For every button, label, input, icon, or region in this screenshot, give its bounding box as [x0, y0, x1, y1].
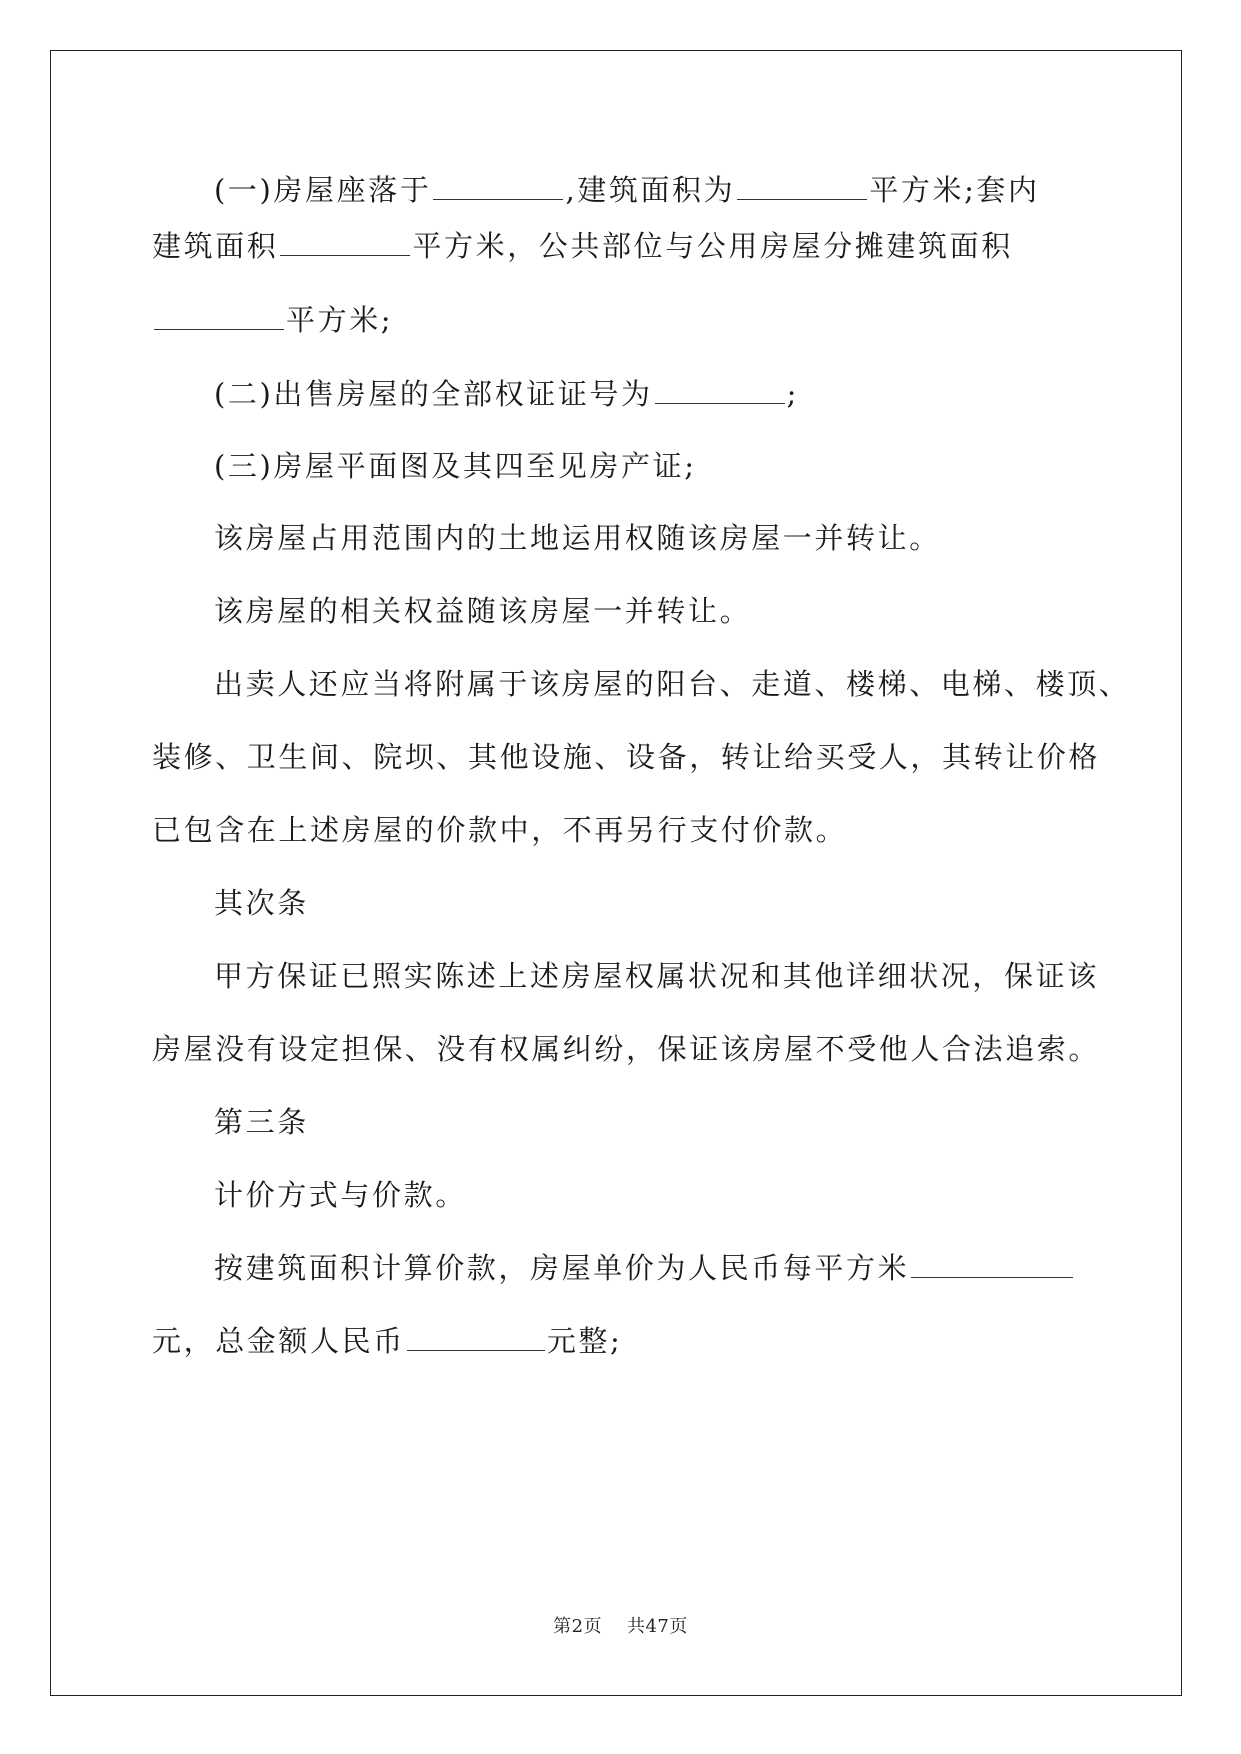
- clause-1-text-c: 平方米;套内: [869, 173, 1040, 207]
- para-fixtures-line-2: [152, 737, 1101, 777]
- total-amount-blank[interactable]: [407, 1322, 545, 1351]
- building-area-blank[interactable]: [737, 171, 867, 200]
- page-border: [50, 50, 1182, 1696]
- price-line-1: [214, 1248, 1154, 1288]
- article-2-text-2: 房屋没有设定担保、没有权属纠纷，保证该房屋不受他人合法追索。: [152, 1032, 1101, 1066]
- clause-1-line-3: [152, 300, 1092, 340]
- article-2-line-1: [214, 956, 1154, 996]
- clause-1-line-1: [214, 170, 1154, 210]
- para-fixtures-text-1: 出卖人还应当将附属于该房屋的阳台、走道、楼梯、电梯、楼顶、: [214, 667, 1131, 701]
- para-land-text: 该房屋占用范围内的土地运用权随该房屋一并转让。: [214, 521, 941, 555]
- price-line-2: [152, 1321, 1092, 1361]
- article-3-subheading: [214, 1175, 1154, 1215]
- article-2-text-1: 甲方保证已照实陈述上述房屋权属状况和其他详细状况，保证该: [214, 959, 1099, 993]
- clause-1-text-a: (一)房屋座落于: [214, 173, 432, 207]
- article-3-sub-text: 计价方式与价款。: [214, 1178, 467, 1212]
- article-3-heading: [214, 1102, 1154, 1142]
- article-2-heading: [214, 883, 1154, 923]
- article-3-heading-text: 第三条: [214, 1105, 309, 1139]
- location-blank[interactable]: [433, 171, 563, 200]
- total-pages: 共47页: [626, 1616, 688, 1637]
- clause-2-text-b: ;: [786, 377, 800, 411]
- certificate-number-blank[interactable]: [655, 375, 785, 404]
- clause-3-text: (三)房屋平面图及其四至见房产证;: [214, 449, 697, 483]
- price-text-1: 按建筑面积计算价款，房屋单价为人民币每平方米: [214, 1251, 910, 1285]
- clause-3-line: [214, 446, 1154, 486]
- page-footer: [0, 1612, 1241, 1638]
- price-text-3: 元整;: [546, 1324, 623, 1358]
- clause-1-text-d: 建筑面积: [152, 229, 279, 263]
- para-fixtures-line-3: [152, 810, 1092, 850]
- para-fixtures-line-1: [214, 664, 1154, 704]
- clause-1-text-f: 平方米;: [286, 303, 394, 337]
- unit-price-blank[interactable]: [911, 1249, 1073, 1278]
- clause-2-line: [214, 374, 1154, 414]
- clause-1-text-e: 平方米，公共部位与公用房屋分摊建筑面积: [412, 229, 1013, 263]
- article-2-heading-text: 其次条: [214, 886, 309, 920]
- article-2-line-2: [152, 1029, 1101, 1069]
- clause-2-text-a: (二)出售房屋的全部权证证号为: [214, 377, 653, 411]
- para-rights-line: [214, 591, 1154, 631]
- clause-1-line-2: [152, 226, 1092, 266]
- price-text-2: 元，总金额人民币: [152, 1324, 405, 1358]
- para-land-line: [214, 518, 1154, 558]
- clause-1-text-b: ,建筑面积为: [565, 173, 736, 207]
- page-number: 第2页: [553, 1616, 603, 1637]
- shared-area-blank[interactable]: [154, 301, 284, 330]
- para-rights-text: 该房屋的相关权益随该房屋一并转让。: [214, 594, 752, 628]
- para-fixtures-text-2: 装修、卫生间、院坝、其他设施、设备，转让给买受人，其转让价格: [152, 740, 1101, 774]
- inner-area-blank[interactable]: [280, 227, 410, 256]
- para-fixtures-text-3: 已包含在上述房屋的价款中，不再另行支付价款。: [152, 813, 848, 847]
